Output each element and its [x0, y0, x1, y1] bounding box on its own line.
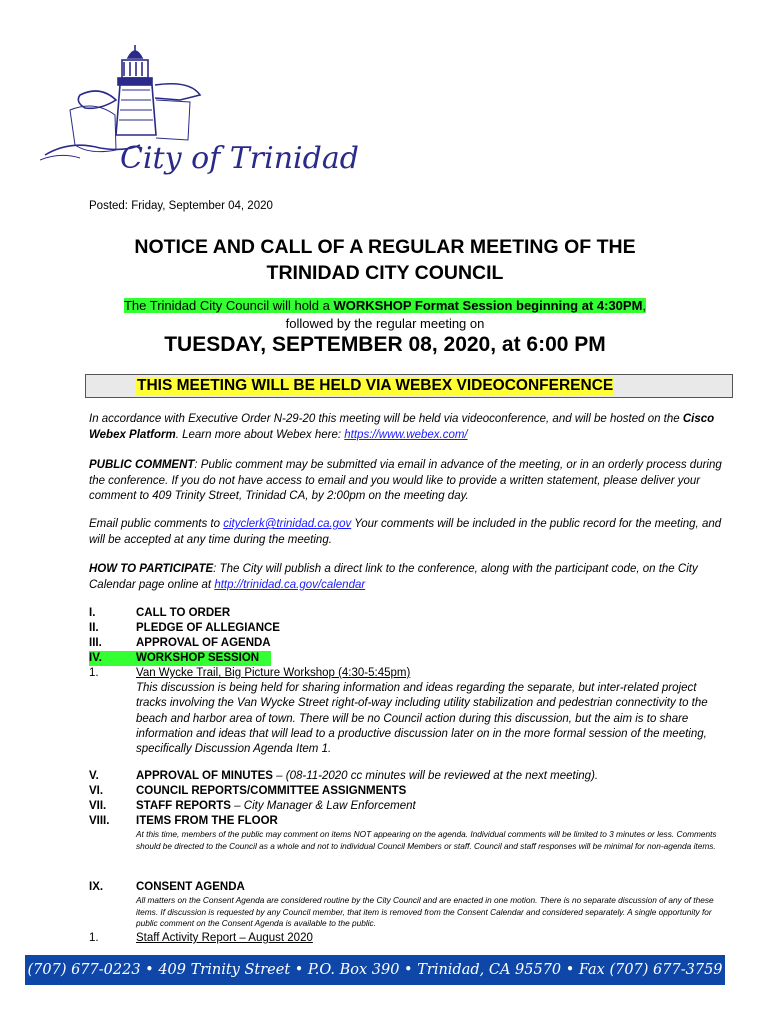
meeting-date: TUESDAY, SEPTEMBER 08, 2020, at 6:00 PM	[164, 333, 606, 356]
agenda-label: COUNCIL REPORTS/COMMITTEE ASSIGNMENTS	[136, 785, 407, 797]
intro-text-2: . Learn more about Webex here:	[175, 428, 345, 441]
public-comment-label: PUBLIC COMMENT	[89, 459, 195, 471]
agenda-number: I.	[89, 607, 96, 619]
agenda-number: VIII.	[89, 815, 110, 827]
agenda-label: PLEDGE OF ALLEGIANCE	[136, 622, 280, 634]
email-text: Email public comments to	[89, 518, 224, 530]
agenda-label: STAFF REPORTS	[136, 800, 231, 812]
participate-label: HOW TO PARTICIPATE	[89, 563, 214, 575]
participate-paragraph	[89, 562, 729, 593]
agenda-number: 1.	[89, 667, 99, 679]
calendar-link[interactable]: http://trinidad.ca.gov/calendar	[214, 578, 366, 591]
logo-text: City of Trinidad	[120, 141, 359, 176]
city-of-trinidad-logo	[40, 40, 380, 190]
agenda-number: IV.	[89, 651, 136, 666]
workshop-comma: ,	[642, 298, 647, 313]
followed-by-text: followed by the regular meeting on	[285, 316, 485, 331]
agenda-label: APPROVAL OF MINUTES	[136, 770, 273, 782]
intro-bold: Cisco Webex Platform	[89, 413, 715, 441]
webex-banner-text: THIS MEETING WILL BE HELD VIA WEBEX VIDEOCONFERENCE	[137, 377, 614, 394]
agenda-number: III.	[89, 637, 102, 649]
agenda-label: APPROVAL OF AGENDA	[136, 637, 271, 649]
participate-text: : The City will publish a direct link to the conference, along with the participant code, on the City Calendar page online at	[89, 563, 698, 591]
workshop-text: The Trinidad City Council will hold a	[123, 298, 334, 313]
agenda-note: – (08-11-2020 cc minutes will be reviewed at the next meeting).	[272, 770, 599, 782]
webex-link[interactable]: https://www.webex.com/	[344, 428, 468, 441]
agenda-label: ITEMS FROM THE FLOOR	[136, 815, 278, 827]
agenda-note: – City Manager & Law Enforcement	[230, 800, 416, 812]
agenda-number: 1.	[89, 932, 99, 944]
agenda-number: II.	[89, 622, 99, 634]
public-comment-text: : Public comment may be submitted via email in advance of the meeting, or in an orderly process during the conference. If you do not have access to email and you would like to provide a written statement, please deliver your comment to 409 Trinity Street, Trinidad CA, by 2:00pm on the meeting day.	[89, 459, 722, 502]
agenda-label: Staff Activity Report – August 2020	[136, 932, 313, 944]
workshop-bold-text: WORKSHOP Format Session beginning at 4:30PM	[333, 298, 643, 313]
intro-paragraph	[89, 412, 729, 443]
agenda-number: IX.	[89, 881, 104, 893]
public-comment-paragraph	[89, 458, 729, 505]
agenda-label: CALL TO ORDER	[136, 607, 231, 619]
email-link[interactable]: cityclerk@trinidad.ca.gov	[223, 518, 352, 530]
email-paragraph	[89, 517, 729, 548]
agenda-label: Van Wycke Trail, Big Picture Workshop (4:30-5:45pm)	[136, 667, 411, 679]
agenda-number: V.	[89, 770, 99, 782]
title-line-1: NOTICE AND CALL OF A REGULAR MEETING OF THE	[134, 236, 636, 258]
posted-date: Posted: Friday, September 04, 2020	[89, 200, 273, 212]
email-text-2: Your comments will be included in the public record for the meeting, and will be accepted at any time during the meeting.	[89, 518, 722, 546]
consent-description: All matters on the Consent Agenda are considered routine by the City Council and are enacted in one motion. There is no separate discussion of any of these items. If discussion is requested by any Council member, that item is removed from the Consent Calendar and considered separately. A single opportunity for public comment on the Consent Agenda is available to the public.	[136, 895, 714, 928]
workshop-description: This discussion is being held for sharing information and ideas regarding the separate, but inter-related project tracks involving the Van Wycke Street right-of-way including utility stabilization and pedestrian connectivity to the beach and harbor area of town. There will be no Council action during this discussion, but the aim is to share information and ideas that will lead to a productive discussion later on in the more formal session of the meeting, specifically Discussion Agenda Item 1.	[136, 682, 708, 756]
agenda-label: WORKSHOP SESSION	[136, 651, 271, 666]
workshop-highlight	[124, 298, 646, 313]
workshop-notice	[0, 297, 770, 314]
agenda-number: VI.	[89, 785, 104, 797]
agenda-label: CONSENT AGENDA	[136, 881, 245, 893]
floor-description: At this time, members of the public may comment on items NOT appearing on the agenda. Individual comments will be limited to 3 minutes or less. Comments should be directed to the Council as a whole and not to individual Council Members or staff. Council and staff responses will be minimal for non-agenda items.	[136, 829, 717, 851]
webex-banner	[85, 374, 733, 398]
title-line-2: TRINIDAD CITY COUNCIL	[266, 262, 504, 284]
agenda-number: VII.	[89, 800, 107, 812]
intro-text: In accordance with Executive Order N-29-20 this meeting will be held via videoconference, and will be hosted on the	[89, 413, 683, 425]
footer-contact-bar: (707) 677-0223 • 409 Trinity Street • P.O. Box 390 • Trinidad, CA 95570 • Fax (707) 677-3759	[25, 955, 725, 985]
page-title	[0, 234, 770, 286]
